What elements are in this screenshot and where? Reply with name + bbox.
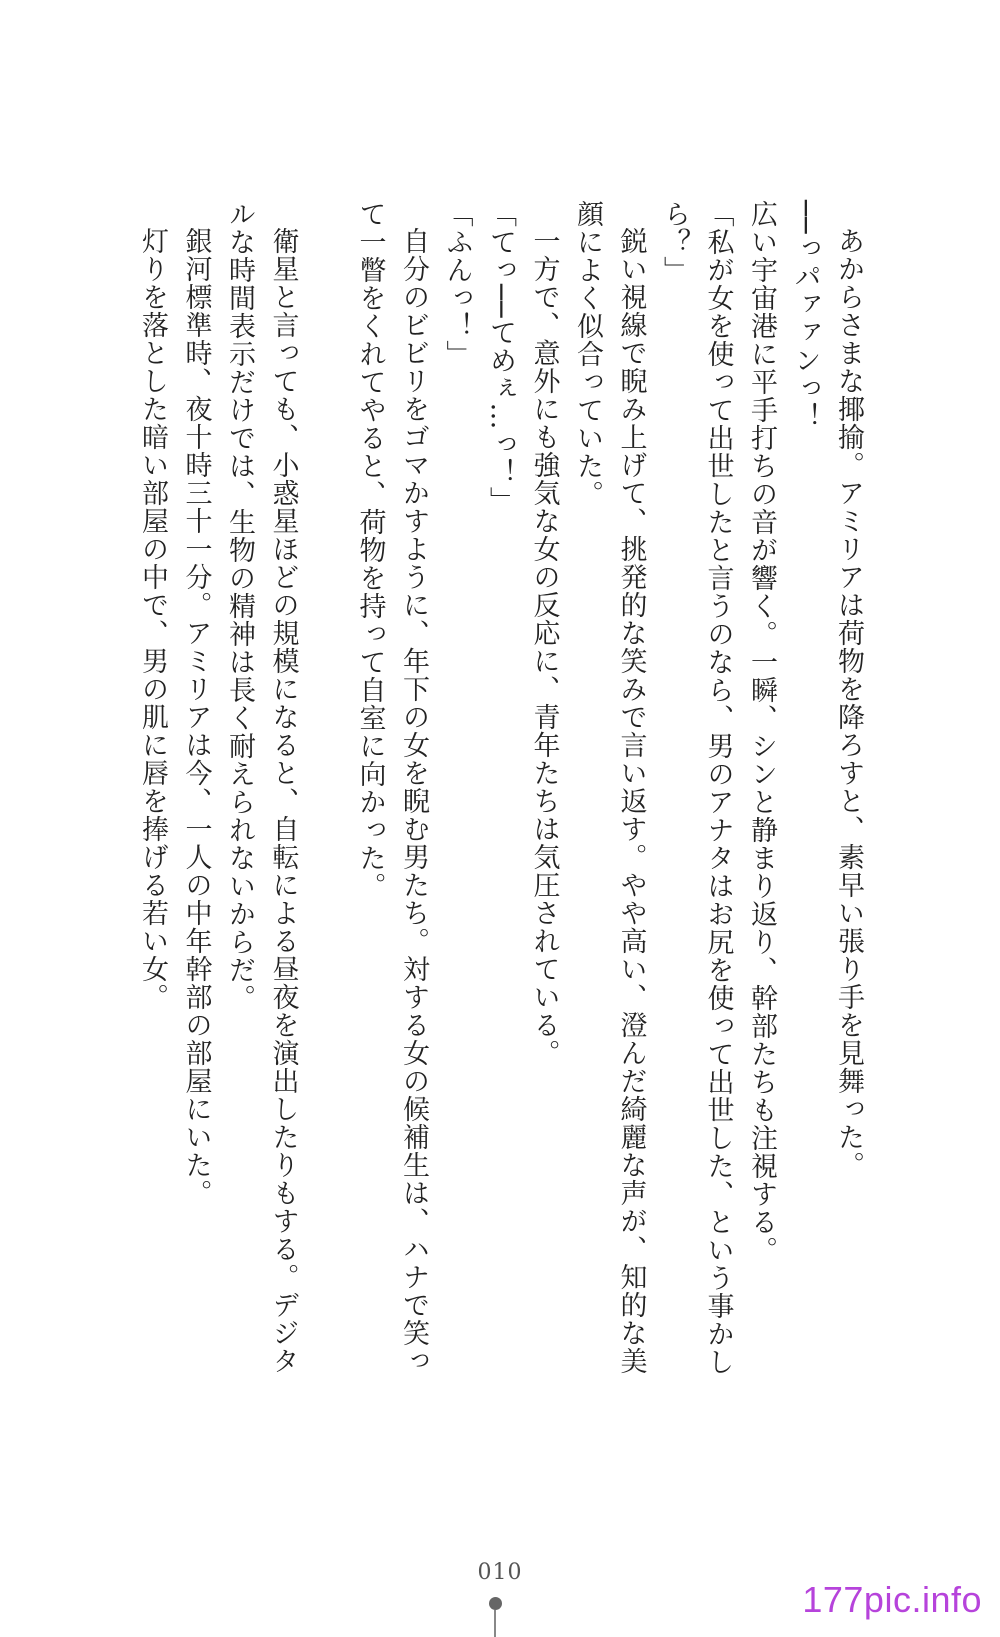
paragraph: ──っパァァンっ！ — [789, 200, 821, 431]
page-marker-line — [494, 1610, 496, 1637]
watermark-text: 177pic.info — [802, 1579, 982, 1620]
dialogue-paragraph: 「私が女を使って出世したと言うのなら、男のアナタはお尻を使って出世した、という事かしら？」 — [659, 200, 734, 1376]
page-number: 010 — [477, 1560, 523, 1585]
paragraph: 自分のビビリをゴマかすように、年下の女を睨む男たち。対する女の候補生は、ハナで笑って一瞥をくれてやると、荷物を持って自室に向かった。 — [354, 200, 429, 1375]
page-marker-dot-icon — [489, 1597, 502, 1610]
paragraph: 一方で、意外にも強気な女の反応に、青年たちは気圧されている。 — [528, 227, 560, 1067]
paragraph: 広い宇宙港に平手打ちの音が響く。一瞬、シンと静まり返り、幹部たちも注視する。 — [746, 200, 777, 1264]
vertical-text-columns — [110, 200, 870, 1380]
body-text-area — [110, 200, 870, 1380]
paragraph: 銀河標準時、夜十時三十一分。アミリアは今、一人の中年幹部の部屋にいた。 — [180, 227, 212, 1207]
dialogue-paragraph: 「てっ──てめぇ…っ！」 — [485, 200, 516, 515]
blank-line — [305, 200, 349, 1380]
paragraph: 衛星と言っても、小惑星ほどの規模になると、自転による昼夜を演出したりもする。デジタルな時間表示だけでは、生物の精神は長く耐えられないからだ。 — [224, 200, 299, 1375]
dialogue-paragraph: 「ふんっ！」 — [441, 200, 473, 368]
paragraph: 灯りを落とした暗い部屋の中で、男の肌に唇を捧げる若い女。 — [137, 227, 168, 1011]
paragraph: あからさまな揶揄。アミリアは荷物を降ろすと、素早い張り手を見舞った。 — [833, 227, 864, 1179]
paragraph: 鋭い視線で睨み上げて、挑発的な笑みで言い返す。やや高い、澄んだ綺麗な声が、知的な美顔によく似合っていた。 — [572, 200, 647, 1375]
